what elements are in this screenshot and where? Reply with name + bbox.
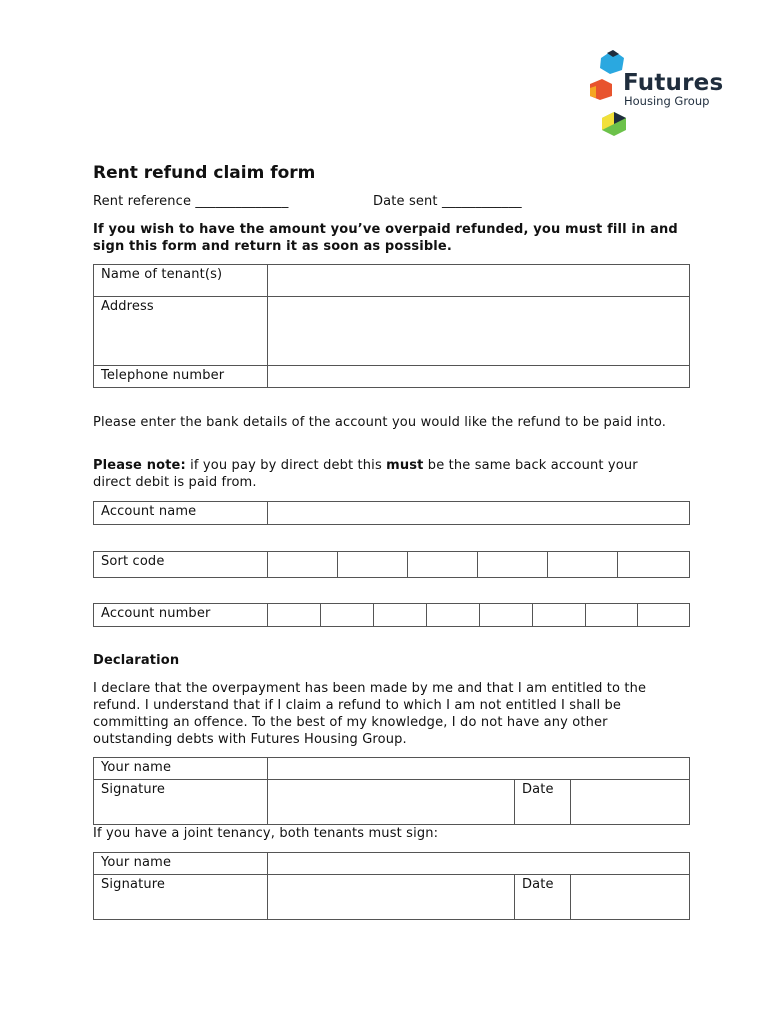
- account-number-digit-input[interactable]: [533, 604, 586, 627]
- sort-code-table: [93, 551, 690, 578]
- signature-input[interactable]: [268, 780, 515, 825]
- direct-debit-note: [93, 457, 653, 491]
- account-number-digit-input[interactable]: [427, 604, 480, 627]
- date-sent-field[interactable]: Date sent ____________: [373, 194, 522, 209]
- telephone-input[interactable]: [268, 366, 690, 388]
- account-number-table: [93, 603, 690, 627]
- signature-label: Signature: [94, 780, 268, 825]
- your-name-label: Your name: [94, 758, 268, 780]
- sort-code-digit-input[interactable]: [478, 552, 548, 578]
- joint-date-label: Date: [515, 875, 571, 920]
- tenant-name-label: Name of tenant(s): [94, 265, 268, 297]
- account-number-digit-input[interactable]: [374, 604, 427, 627]
- telephone-label: Telephone number: [94, 366, 268, 388]
- note-label: Please note:: [93, 458, 186, 473]
- joint-your-name-label: Your name: [94, 853, 268, 875]
- account-name-input[interactable]: [268, 502, 690, 525]
- logo-name: Futures: [623, 70, 724, 96]
- note-text-before: if you pay by direct debt this: [185, 458, 387, 473]
- signature-table-1: [93, 757, 690, 825]
- joint-date-input[interactable]: [571, 875, 690, 920]
- account-name-table: [93, 501, 690, 525]
- account-name-label: Account name: [94, 502, 268, 525]
- tenant-name-input[interactable]: [268, 265, 690, 297]
- address-input[interactable]: [268, 297, 690, 366]
- declaration-heading: Declaration: [93, 653, 180, 668]
- page-title: Rent refund claim form: [93, 163, 316, 183]
- signature-table-2: [93, 852, 690, 920]
- joint-signature-input[interactable]: [268, 875, 515, 920]
- joint-signature-label: Signature: [94, 875, 268, 920]
- bank-instructions: Please enter the bank details of the account you would like the refund to be paid into.: [93, 415, 667, 430]
- sort-code-digit-input[interactable]: [268, 552, 338, 578]
- account-number-digit-input[interactable]: [480, 604, 533, 627]
- tenant-details-table: [93, 264, 690, 388]
- account-number-digit-input[interactable]: [638, 604, 690, 627]
- intro-text: If you wish to have the amount you’ve overpaid refunded, you must fill in and sign this form and return it as soon as possible.: [93, 222, 678, 254]
- joint-your-name-input[interactable]: [268, 853, 690, 875]
- sort-code-digit-input[interactable]: [548, 552, 618, 578]
- date-label: Date: [515, 780, 571, 825]
- sort-code-digit-input[interactable]: [408, 552, 478, 578]
- note-text-after: be the same back account your direct debit is paid from.: [93, 458, 638, 490]
- rent-reference-field[interactable]: Rent reference ______________: [93, 194, 289, 209]
- joint-tenancy-note: If you have a joint tenancy, both tenants must sign:: [93, 826, 439, 841]
- account-number-digit-input[interactable]: [321, 604, 374, 627]
- declaration-text: I declare that the overpayment has been made by me and that I am entitled to the refund. I understand that if I claim a refund to which I am not entitled I shall be committing an offence. To the best of my knowledge, I do not have any other outstanding debts with Futures Housing Group.: [93, 681, 647, 747]
- account-number-digit-input[interactable]: [586, 604, 638, 627]
- your-name-input[interactable]: [268, 758, 690, 780]
- date-input[interactable]: [571, 780, 690, 825]
- sort-code-digit-input[interactable]: [338, 552, 408, 578]
- sort-code-label: Sort code: [94, 552, 268, 578]
- account-number-label: Account number: [94, 604, 268, 627]
- note-emphasis: must: [386, 458, 424, 473]
- sort-code-digit-input[interactable]: [618, 552, 690, 578]
- logo-subtitle: Housing Group: [624, 94, 710, 108]
- address-label: Address: [94, 297, 268, 366]
- account-number-digit-input[interactable]: [268, 604, 321, 627]
